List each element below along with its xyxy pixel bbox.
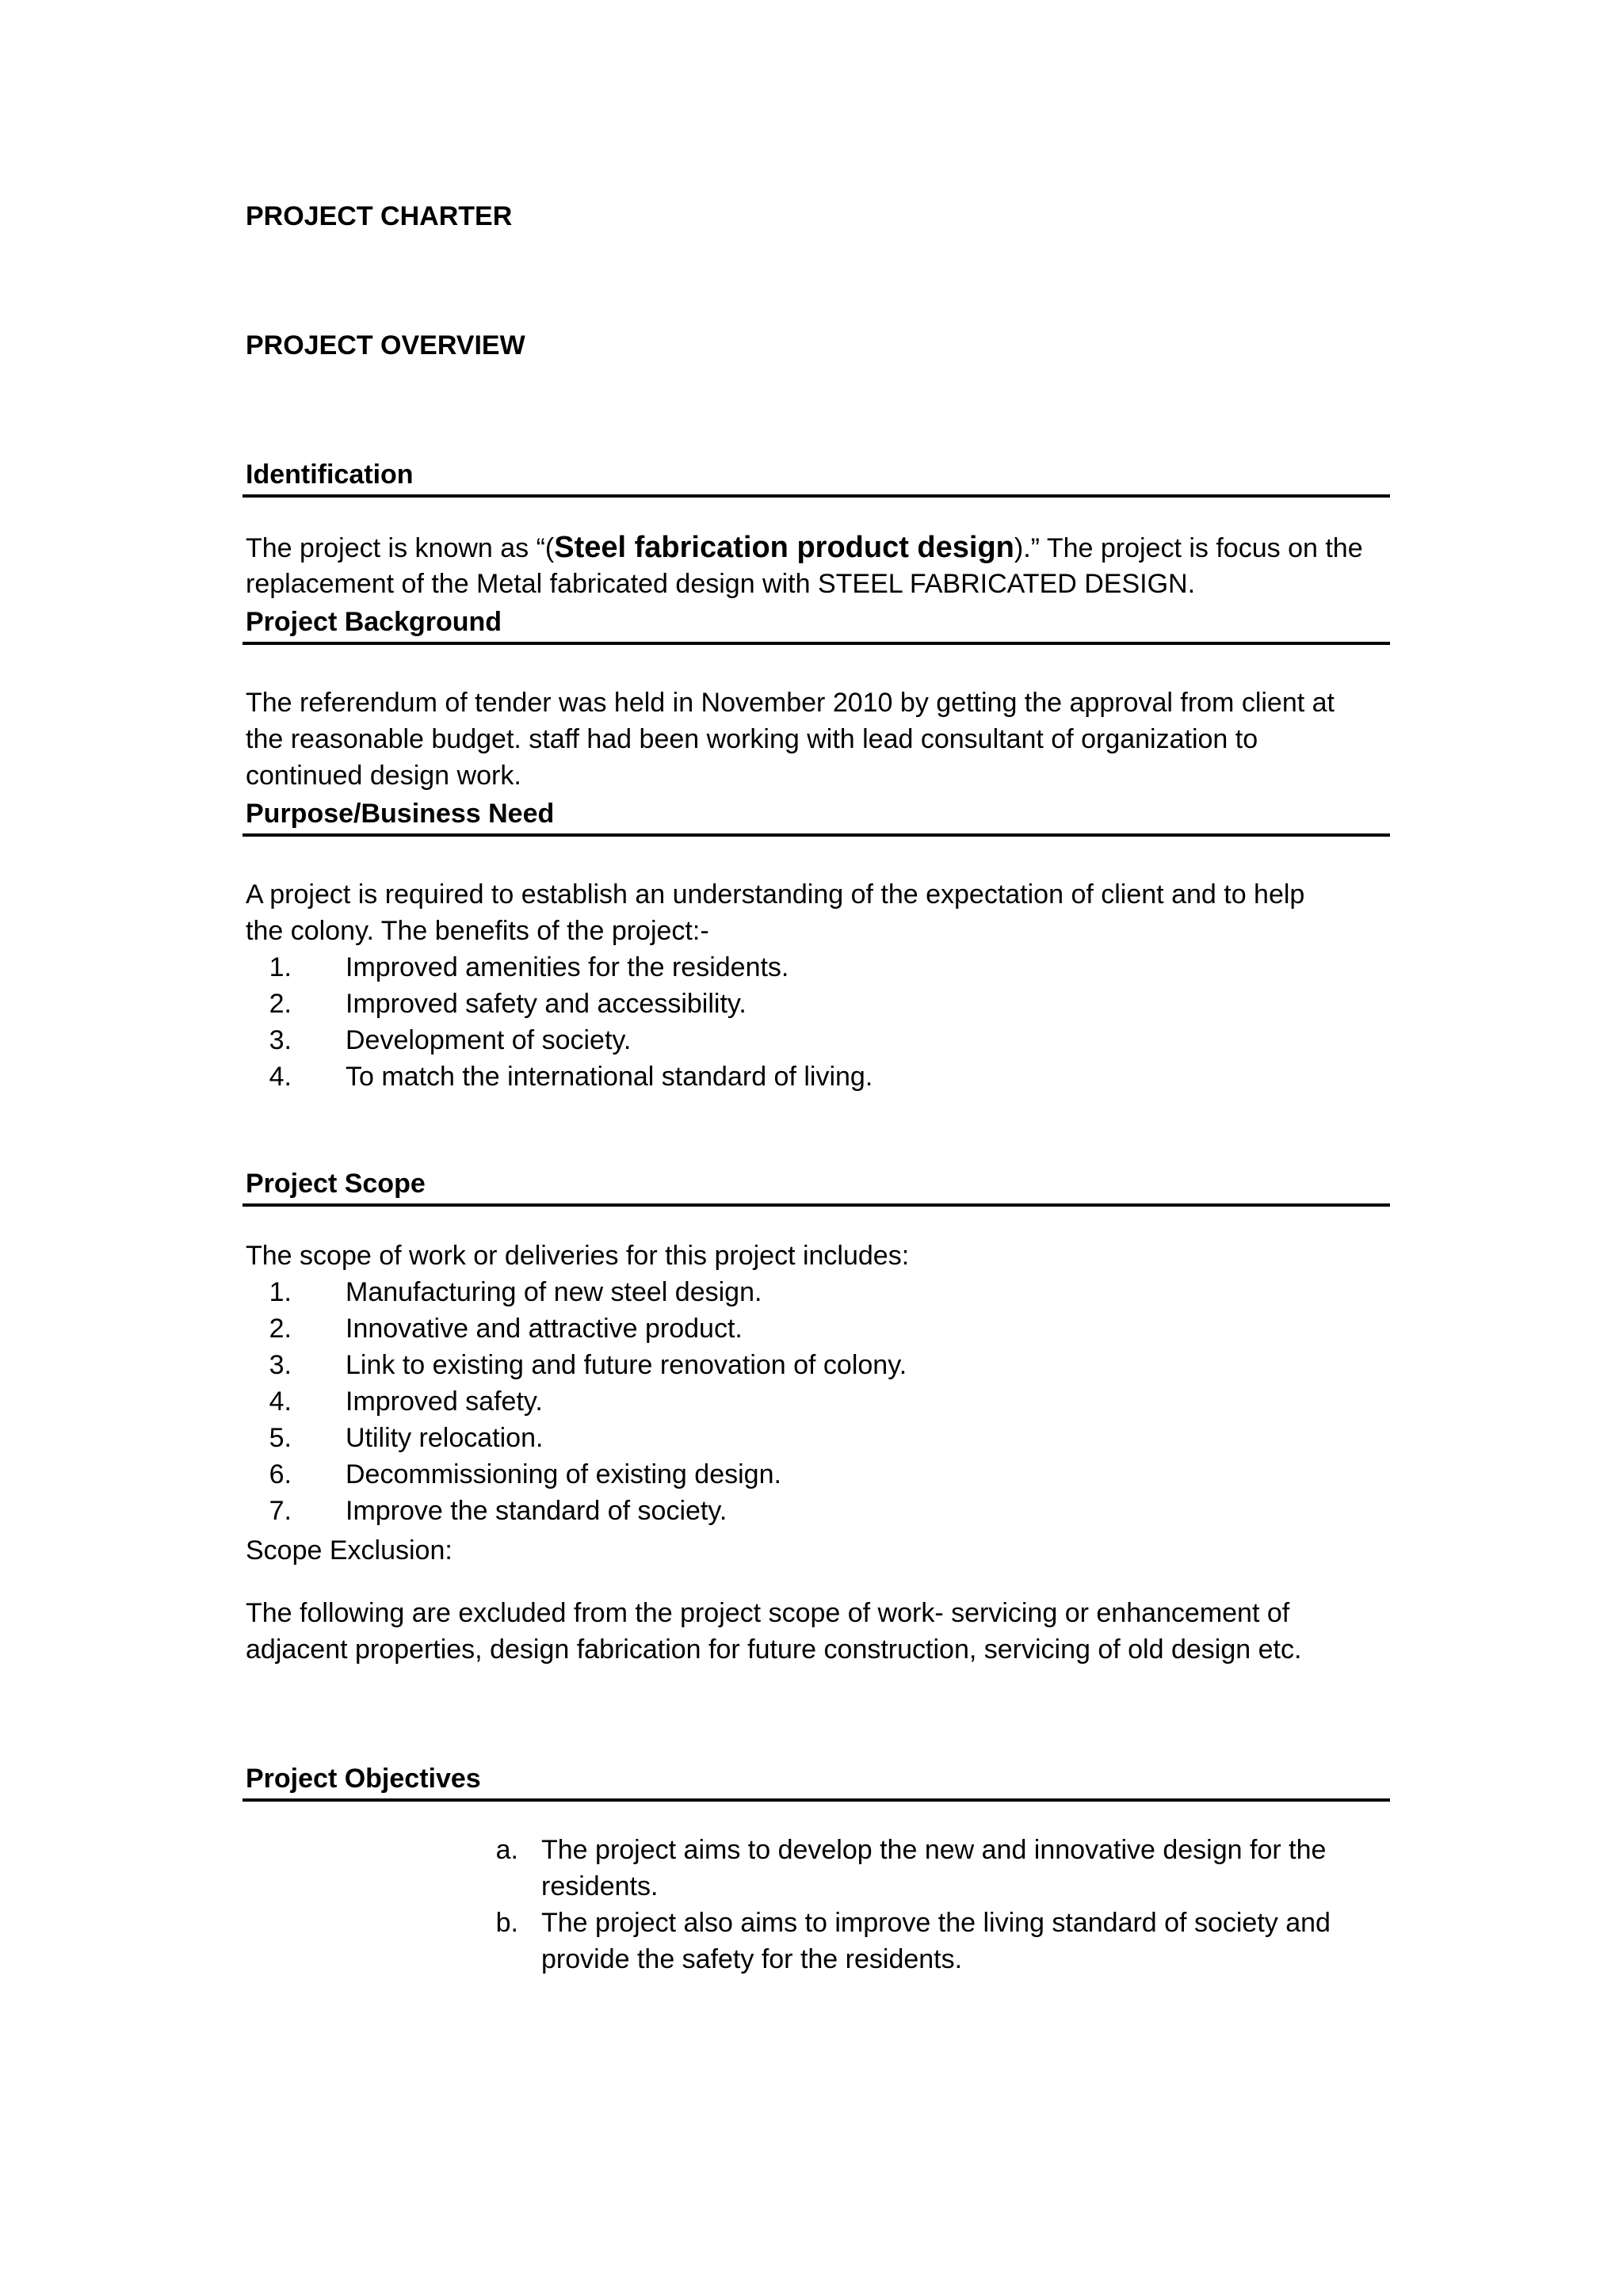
identification-text xyxy=(246,529,1392,602)
purpose-line: the colony. The benefits of the project:- xyxy=(246,916,709,946)
scope-exclusion-label: Scope Exclusion: xyxy=(246,1535,453,1566)
identification-line-2: replacement of the Metal fabricated design with STEEL FABRICATED DESIGN. xyxy=(246,569,1196,599)
section-divider xyxy=(242,494,1390,498)
document-title: PROJECT CHARTER xyxy=(246,201,513,231)
background-text xyxy=(246,685,1392,794)
exclusion-line: The following are excluded from the project scope of work- servicing or enhancement of xyxy=(246,1598,1290,1628)
background-line: the reasonable budget. staff had been working with lead consultant of organization to xyxy=(246,724,1258,754)
background-line: continued design work. xyxy=(246,761,521,791)
section-divider xyxy=(242,1798,1390,1802)
identification-heading: Identification xyxy=(246,460,414,490)
project-name: Steel fabrication product design xyxy=(554,531,1014,564)
scope-heading: Project Scope xyxy=(246,1169,426,1199)
exclusion-line: adjacent properties, design fabrication for future construction, servicing of old design etc. xyxy=(246,1634,1302,1665)
scope-intro: The scope of work or deliveries for this project includes: xyxy=(246,1241,910,1271)
section-divider xyxy=(242,642,1390,645)
scope-exclusion-text xyxy=(246,1595,1392,1668)
purpose-text xyxy=(246,876,1392,949)
objectives-heading: Project Objectives xyxy=(246,1764,481,1794)
overview-heading: PROJECT OVERVIEW xyxy=(246,330,525,360)
purpose-heading: Purpose/Business Need xyxy=(246,799,555,829)
purpose-line: A project is required to establish an understanding of the expectation of client and to help xyxy=(246,879,1305,910)
identification-line-1: The project is known as “(Steel fabrication product design).” The project is focus on the xyxy=(246,531,1363,564)
section-divider xyxy=(242,1203,1390,1207)
background-line: The referendum of tender was held in November 2010 by getting the approval from client at xyxy=(246,688,1335,718)
background-heading: Project Background xyxy=(246,607,502,637)
section-divider xyxy=(242,833,1390,837)
document-page: PROJECT CHARTER PROJECT OVERVIEW Identification The project is known as “(Steel fabrication product design).” The project is focus on the replacement of the Metal fabricated design with STEEL FABRICATED DESIGN. Project Background The referendum of tender was held in November 2010 by getting the approval from client at the reasonable budget. staff had been working with lead consultant of organization to continued design work. Purpose/Business Need A project is required to establish an understanding of the expectation of client and to help the colony. The benefits of the project:- 1. Improved amenities for the residents. 2. Improved safety and accessibility. 3. Development of society. 4. To match the international standard of living. Project Scope The scope of work or deliveries for this project includes: 1. Manufacturing of new steel design. 2. Innovative and attractive product. 3. Link to existing and future renovation of colony. 4. Improved safety. 5. Utility relocation. 6. Decommissioning of existing design. 7. Improve the standard of society. Scope Exclusion: The following are excluded from the project scope of work- servicing or enhancement of adjacent properties, design fabrication for future construction, servicing of old design etc. Project Objectives a. The project aims to develop the new and innovative design for the residents. b. The project also aims to improve the living standard of society and provide the safety for the residents. xyxy=(246,0,1392,2296)
